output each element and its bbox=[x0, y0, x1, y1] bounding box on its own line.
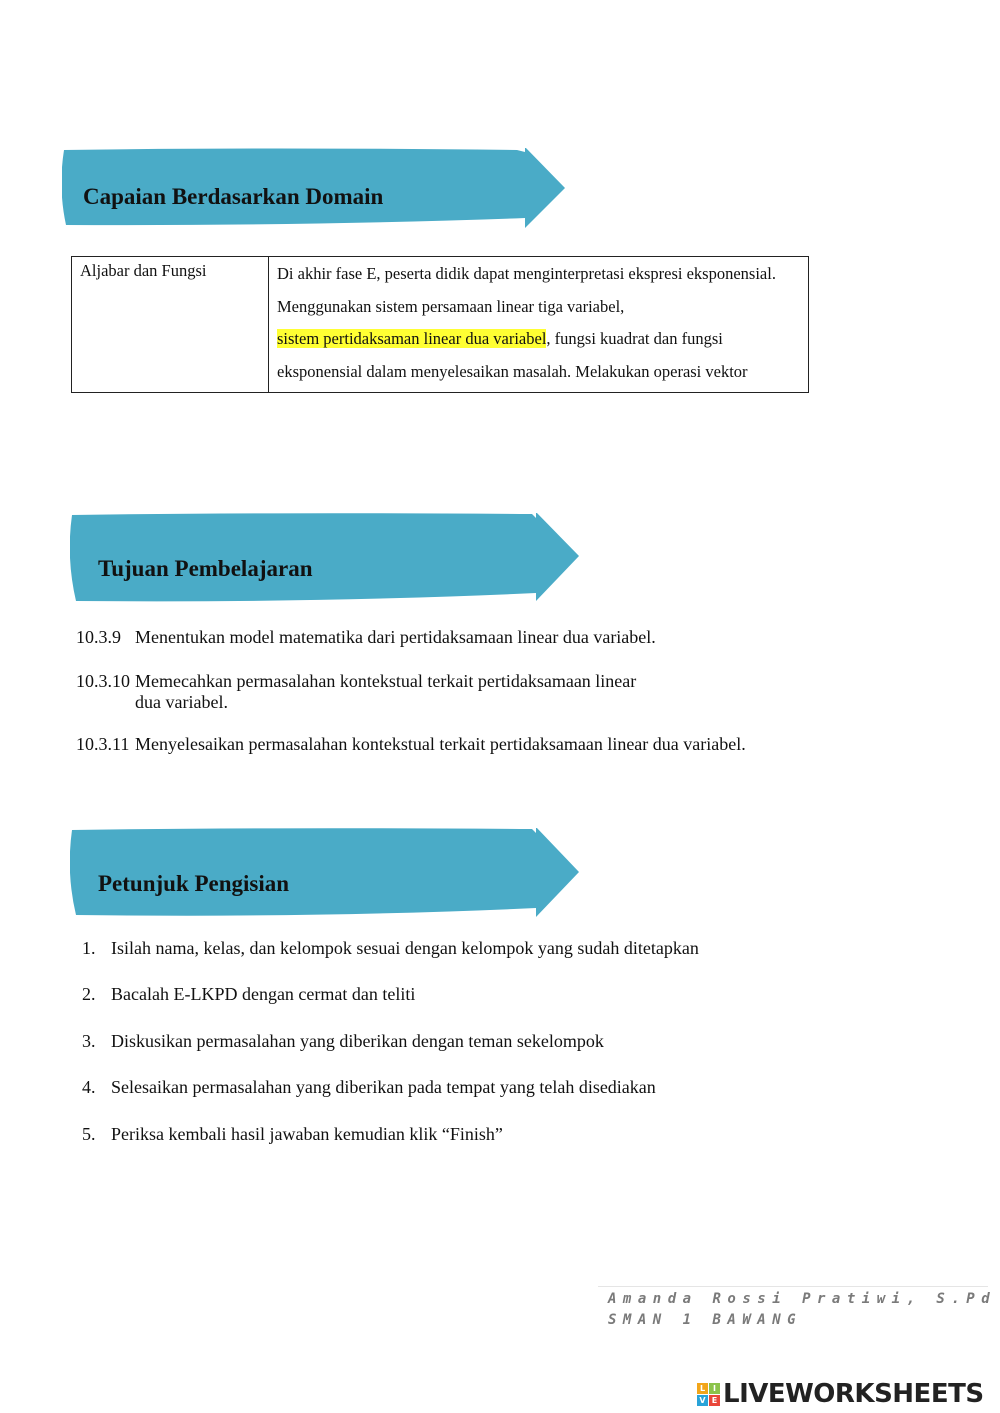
step-item bbox=[82, 1077, 656, 1098]
highlighted-text: sistem pertidaksaman linear dua variabel bbox=[277, 329, 547, 348]
section-title-capaian: Capaian Berdasarkan Domain bbox=[83, 184, 384, 209]
tujuan-item bbox=[76, 671, 636, 713]
footer-school: SMAN 1 BAWANG bbox=[608, 1312, 803, 1328]
footer-divider bbox=[598, 1286, 988, 1287]
tujuan-text: Memecahkan permasalahan kontekstual terkait pertidaksamaan linear bbox=[135, 671, 637, 691]
step-number: 2. bbox=[82, 984, 96, 1004]
tujuan-text: Menentukan model matematika dari pertidaksamaan linear dua variabel. bbox=[135, 627, 656, 647]
tujuan-number: 10.3.9 bbox=[76, 627, 121, 647]
logo-letter: I bbox=[709, 1383, 720, 1394]
step-text: Bacalah E-LKPD dengan cermat dan teliti bbox=[111, 984, 416, 1004]
domain-description-cell bbox=[269, 257, 809, 393]
domain-description-text: , fungsi kuadrat dan fungsi eksponensial dalam menyelesaikan masalah. Melakukan operasi vektor bbox=[277, 329, 748, 381]
tujuan-item bbox=[76, 627, 656, 648]
capaian-banner bbox=[62, 148, 567, 230]
footer-author: Amanda Rossi Pratiwi, S.Pd bbox=[608, 1291, 997, 1307]
step-text: Periksa kembali hasil jawaban kemudian klik “Finish” bbox=[111, 1124, 503, 1144]
tujuan-banner bbox=[70, 513, 580, 603]
step-text: Isilah nama, kelas, dan kelompok sesuai dengan kelompok yang sudah ditetapkan bbox=[111, 938, 699, 958]
liveworksheets-brand[interactable] bbox=[697, 1378, 984, 1410]
logo-letter: V bbox=[697, 1395, 708, 1406]
domain-name-cell: Aljabar dan Fungsi bbox=[72, 257, 269, 393]
domain-table bbox=[71, 256, 809, 393]
brand-name: LIVEWORKSHEETS bbox=[723, 1379, 984, 1409]
tujuan-number: 10.3.10 bbox=[76, 671, 130, 691]
step-item bbox=[82, 1124, 503, 1145]
step-item bbox=[82, 938, 699, 959]
step-text: Selesaikan permasalahan yang diberikan pada tempat yang telah disediakan bbox=[111, 1077, 656, 1097]
step-number: 4. bbox=[82, 1077, 96, 1097]
section-title-petunjuk: Petunjuk Pengisian bbox=[98, 871, 290, 896]
tujuan-text-continued: dua variabel. bbox=[135, 692, 228, 712]
logo-letter: L bbox=[697, 1383, 708, 1394]
petunjuk-banner bbox=[70, 828, 580, 918]
section-title-tujuan: Tujuan Pembelajaran bbox=[98, 556, 313, 581]
liveworksheets-logo-icon bbox=[697, 1383, 720, 1406]
step-item bbox=[82, 984, 415, 1005]
step-number: 1. bbox=[82, 938, 96, 958]
table-row bbox=[72, 257, 809, 393]
tujuan-item bbox=[76, 734, 746, 755]
step-number: 3. bbox=[82, 1031, 96, 1051]
tujuan-text: Menyelesaikan permasalahan kontekstual terkait pertidaksamaan linear dua variabel. bbox=[135, 734, 746, 754]
step-number: 5. bbox=[82, 1124, 96, 1144]
step-text: Diskusikan permasalahan yang diberikan dengan teman sekelompok bbox=[111, 1031, 604, 1051]
step-item bbox=[82, 1031, 604, 1052]
domain-description-text: Di akhir fase E, peserta didik dapat menginterpretasi ekspresi eksponensial. Menggunakan sistem persamaan linear tiga variabel, bbox=[277, 264, 776, 316]
tujuan-number: 10.3.11 bbox=[76, 734, 130, 754]
logo-letter: E bbox=[709, 1395, 720, 1406]
